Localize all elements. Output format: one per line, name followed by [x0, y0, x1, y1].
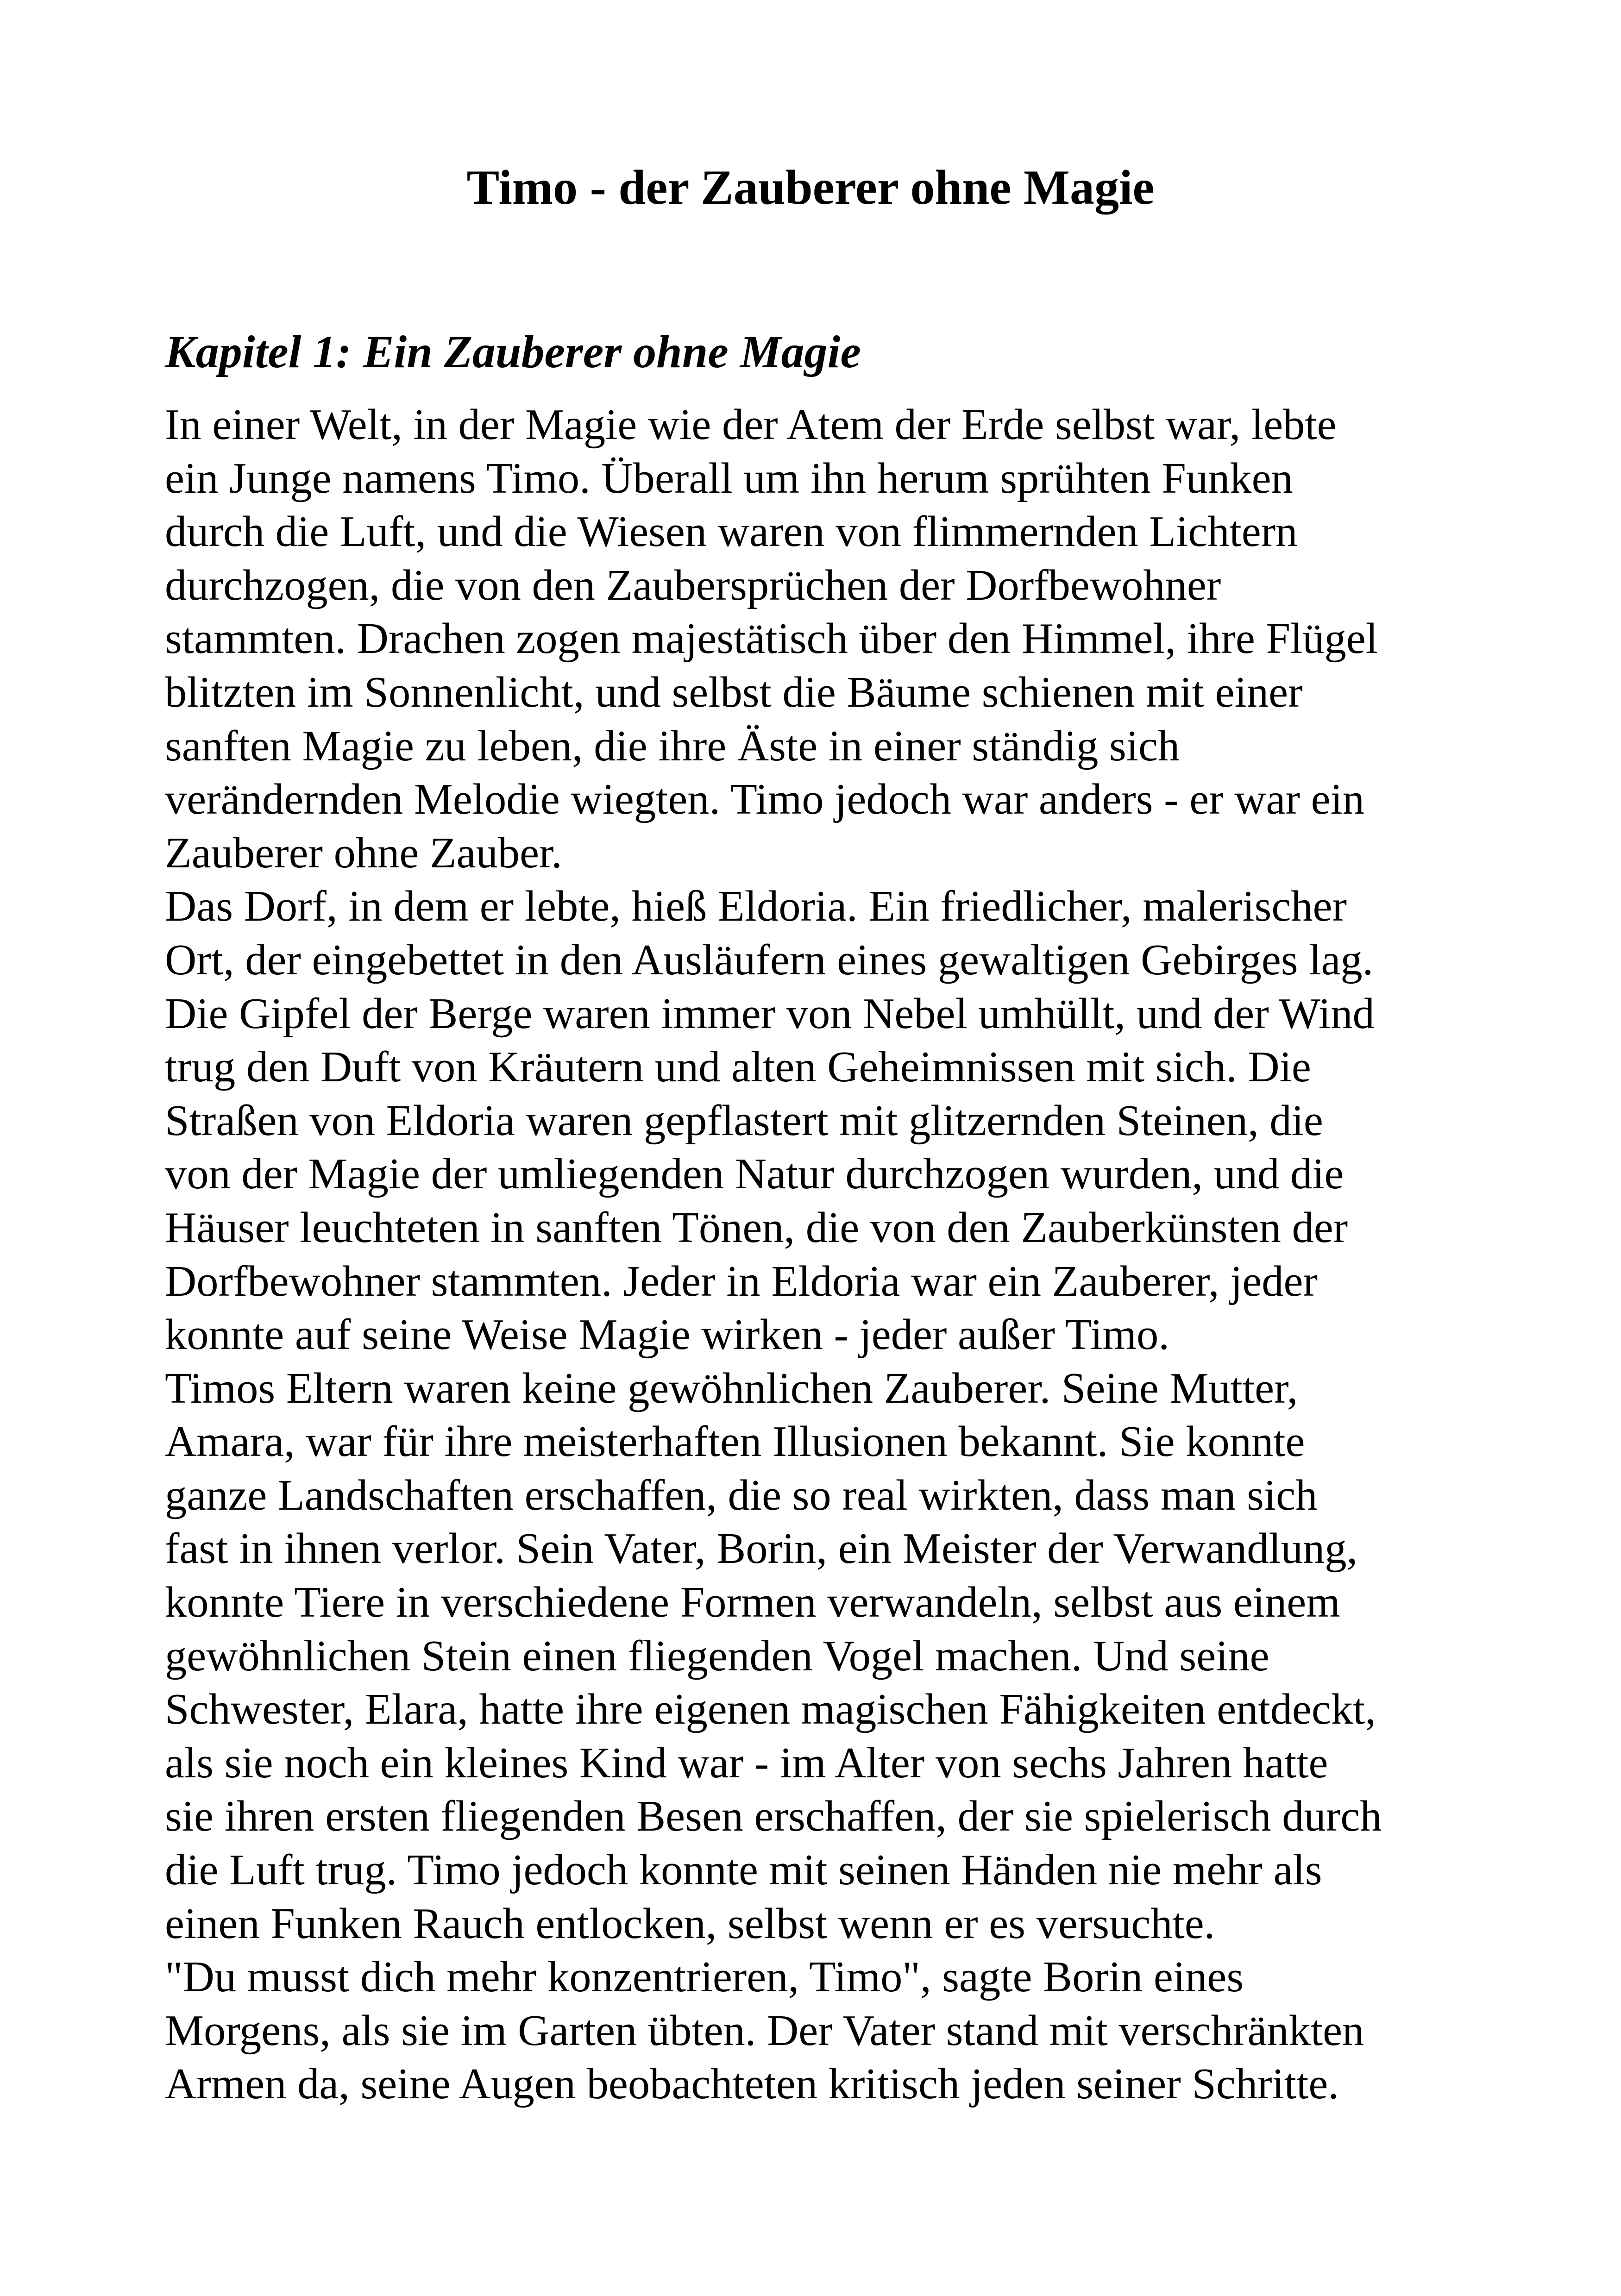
- text-line: einen Funken Rauch entlocken, selbst wenn er es versuchte.: [165, 1899, 1215, 1948]
- text-line: Amara, war für ihre meisterhaften Illusionen bekannt. Sie konnte: [165, 1418, 1305, 1466]
- text-line: von der Magie der umliegenden Natur durchzogen wurden, und die: [165, 1150, 1344, 1198]
- text-line: Ort, der eingebettet in den Ausläufern eines gewaltigen Gebirges lag.: [165, 935, 1374, 984]
- text-line: fast in ihnen verlor. Sein Vater, Borin, ein Meister der Verwandlung,: [165, 1524, 1358, 1573]
- text-line: Zauberer ohne Zauber.: [165, 828, 562, 877]
- text-line: In einer Welt, in der Magie wie der Atem der Erde selbst war, lebte: [165, 401, 1337, 449]
- text-line: Dorfbewohner stammten. Jeder in Eldoria war ein Zauberer, jeder: [165, 1257, 1318, 1305]
- document-title: Timo - der Zauberer ohne Magie: [466, 160, 1155, 214]
- text-line: die Luft trug. Timo jedoch konnte mit seinen Händen nie mehr als: [165, 1846, 1322, 1895]
- text-line: ganze Landschaften erschaffen, die so real wirkten, dass man sich: [165, 1471, 1318, 1519]
- text-line: Morgens, als sie im Garten übten. Der Vater stand mit verschränkten: [165, 2006, 1364, 2055]
- text-line: Die Gipfel der Berge waren immer von Nebel umhüllt, und der Wind: [165, 989, 1375, 1038]
- text-line: verändernden Melodie wiegten. Timo jedoch war anders - er war ein: [165, 775, 1365, 824]
- text-line: stammten. Drachen zogen majestätisch über den Himmel, ihre Flügel: [165, 615, 1378, 663]
- text-line: sie ihren ersten fliegenden Besen erschaffen, der sie spielerisch durch: [165, 1792, 1382, 1841]
- text-line: Armen da, seine Augen beobachteten kritisch jeden seiner Schritte.: [165, 2060, 1339, 2108]
- text-line: ein Junge namens Timo. Überall um ihn herum sprühten Funken: [165, 454, 1293, 502]
- text-line: gewöhnlichen Stein einen fliegenden Vogel machen. Und seine: [165, 1631, 1269, 1680]
- text-line: blitzten im Sonnenlicht, und selbst die Bäume schienen mit einer: [165, 668, 1303, 716]
- text-line: Häuser leuchteten in sanften Tönen, die von den Zauberkünsten der: [165, 1203, 1348, 1252]
- text-line: konnte auf seine Weise Magie wirken - jeder außer Timo.: [165, 1311, 1169, 1359]
- text-line: durch die Luft, und die Wiesen waren von flimmernden Lichtern: [165, 508, 1298, 556]
- text-line: durchzogen, die von den Zaubersprüchen der Dorfbewohner: [165, 561, 1221, 609]
- text-line: Straßen von Eldoria waren gepflastert mit glitzernden Steinen, die: [165, 1096, 1323, 1145]
- text-line: trug den Duft von Kräutern und alten Geheimnissen mit sich. Die: [165, 1043, 1311, 1092]
- text-line: sanften Magie zu leben, die ihre Äste in einer ständig sich: [165, 721, 1180, 770]
- text-line: Schwester, Elara, hatte ihre eigenen magischen Fähigkeiten entdeckt,: [165, 1685, 1376, 1734]
- text-line: konnte Tiere in verschiedene Formen verwandeln, selbst aus einem: [165, 1578, 1340, 1627]
- body-text: [165, 398, 1508, 2111]
- text-line: als sie noch ein kleines Kind war - im Alter von sechs Jahren hatte: [165, 1738, 1328, 1787]
- chapter-heading: Kapitel 1: Ein Zauberer ohne Magie: [165, 326, 861, 377]
- text-line: Das Dorf, in dem er lebte, hieß Eldoria. Ein friedlicher, malerischer: [165, 882, 1347, 931]
- text-line: Timos Eltern waren keine gewöhnlichen Zauberer. Seine Mutter,: [165, 1364, 1298, 1412]
- text-line: "Du musst dich mehr konzentrieren, Timo", sagte Borin eines: [165, 1953, 1244, 2001]
